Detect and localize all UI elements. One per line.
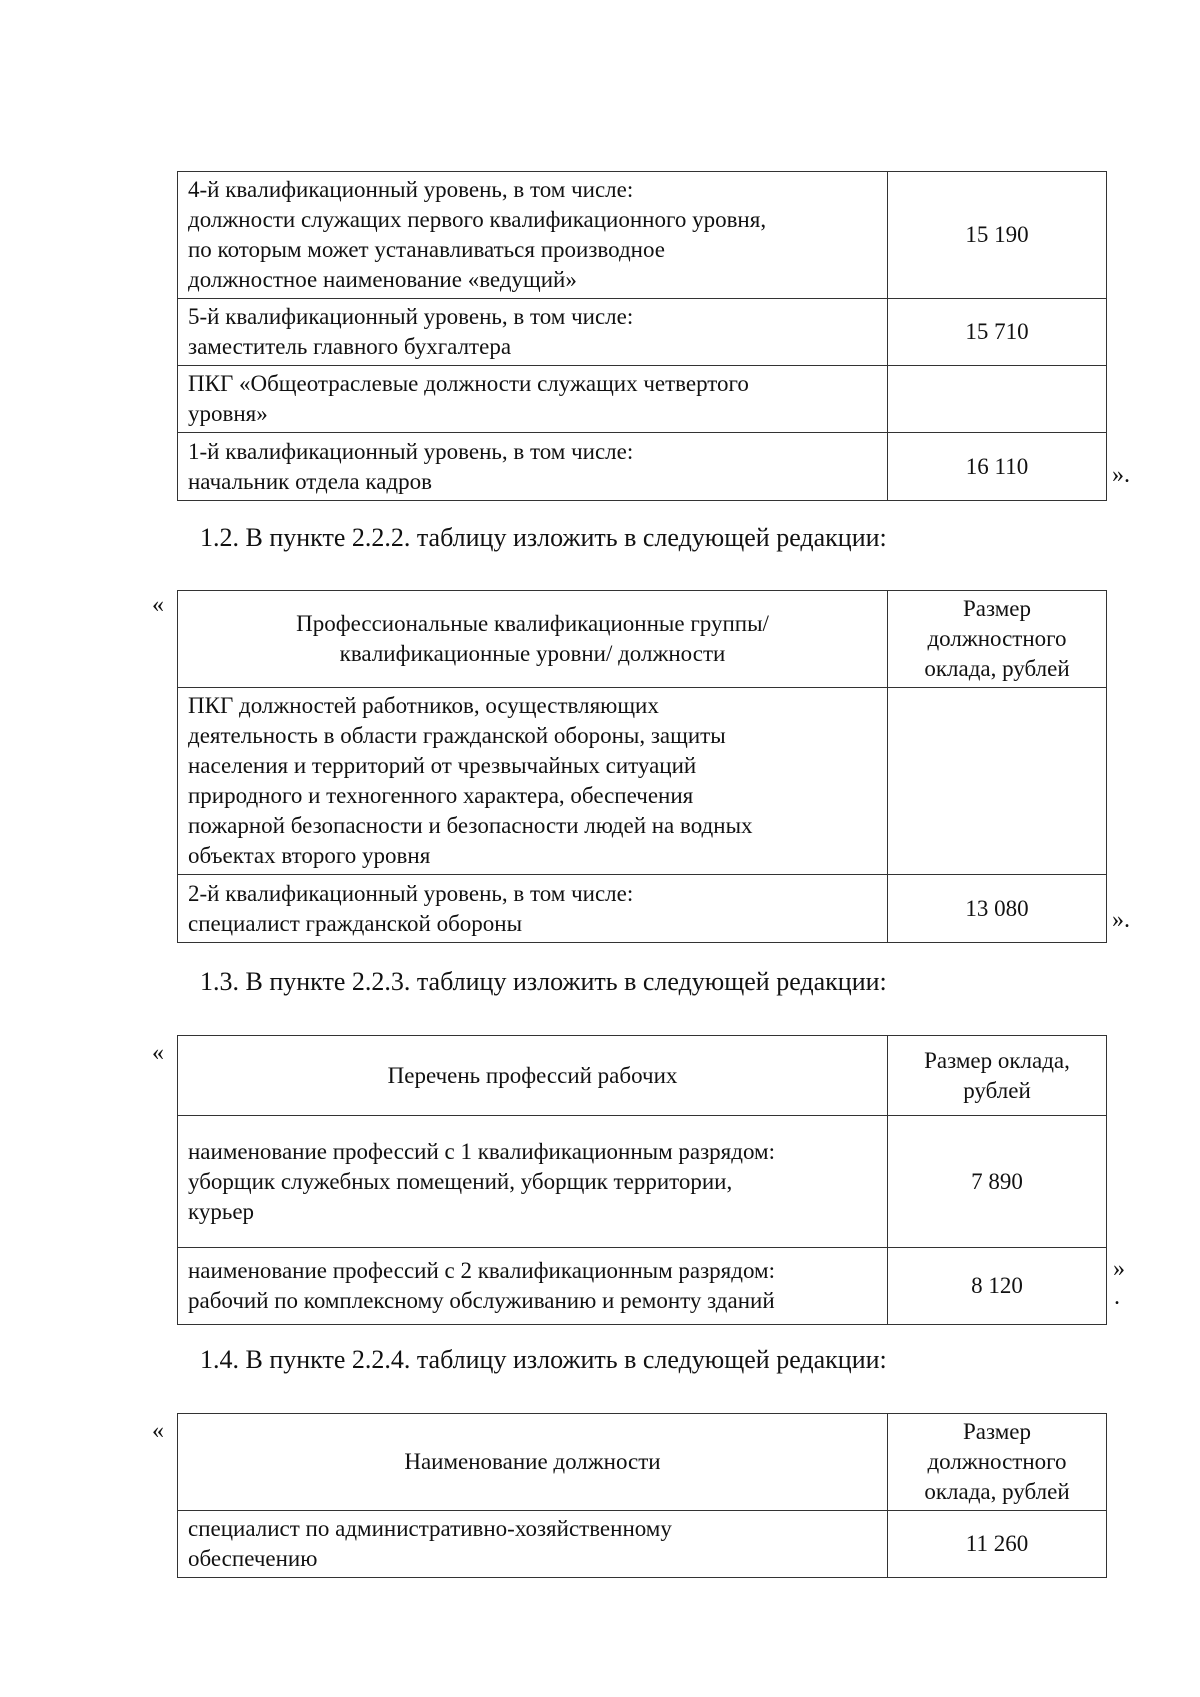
- header-professions: Перечень профессий рабочих: [178, 1036, 888, 1116]
- closing-quote: ».: [1112, 907, 1130, 933]
- salary-cell: 15 190: [888, 172, 1107, 299]
- closing-quote: »: [1113, 1256, 1125, 1282]
- header-position-name: Наименование должности: [178, 1414, 888, 1511]
- header-positions: Профессиональные квалификационные группы/ квалификационные уровни/ должности: [178, 591, 888, 688]
- closing-period: .: [1114, 1284, 1120, 1310]
- table-row: [178, 299, 1107, 366]
- table-header-row: [178, 591, 1107, 688]
- salary-table-continued: [177, 171, 1107, 501]
- position-salary-table: [177, 1413, 1107, 1578]
- salary-cell: [888, 366, 1107, 433]
- salary-cell: 15 710: [888, 299, 1107, 366]
- table-header-row: [178, 1414, 1107, 1511]
- opening-quote: «: [152, 1040, 164, 1066]
- civil-defense-salary-table: [177, 590, 1107, 943]
- salary-cell: 7 890: [888, 1116, 1107, 1248]
- table-row: [178, 688, 1107, 875]
- salary-cell: 16 110: [888, 433, 1107, 501]
- workers-salary-table: [177, 1035, 1107, 1325]
- opening-quote: «: [152, 592, 164, 618]
- closing-quote: ».: [1112, 462, 1130, 488]
- profession-cell: наименование профессий с 2 квалификационным разрядом: рабочий по комплексному обслуживанию и ремонту зданий: [178, 1248, 888, 1325]
- position-cell: 4-й квалификационный уровень, в том числе: должности служащих первого квалификационного уровня, по которым может устанавливаться производное должностное наименование «ведущий»: [178, 172, 888, 299]
- table-header-row: [178, 1036, 1107, 1116]
- table-row: [178, 433, 1107, 501]
- paragraph-1-4: 1.4. В пункте 2.2.4. таблицу изложить в следующей редакции:: [200, 1345, 887, 1374]
- position-cell: ПКГ «Общеотраслевые должности служащих четвертого уровня»: [178, 366, 888, 433]
- position-cell: 2-й квалификационный уровень, в том числе: специалист гражданской обороны: [178, 875, 888, 943]
- table-row: [178, 172, 1107, 299]
- paragraph-1-2: 1.2. В пункте 2.2.2. таблицу изложить в следующей редакции:: [200, 523, 887, 552]
- header-salary: Размер должностного оклада, рублей: [888, 1414, 1107, 1511]
- paragraph-1-3: 1.3. В пункте 2.2.3. таблицу изложить в следующей редакции:: [200, 967, 887, 996]
- position-cell: ПКГ должностей работников, осуществляющих деятельность в области гражданской обороны, защиты населения и территорий от чрезвычайных ситуаций природного и техногенного характера, обеспечения пожарной безопасности и безопасности людей на водных объектах второго уровня: [178, 688, 888, 875]
- table-row: [178, 1116, 1107, 1248]
- position-cell: специалист по административно-хозяйственному обеспечению: [178, 1511, 888, 1578]
- table-row: [178, 1248, 1107, 1325]
- table-row: [178, 875, 1107, 943]
- salary-cell: 11 260: [888, 1511, 1107, 1578]
- salary-cell: [888, 688, 1107, 875]
- table-row: [178, 1511, 1107, 1578]
- header-salary: Размер должностного оклада, рублей: [888, 591, 1107, 688]
- position-cell: 5-й квалификационный уровень, в том числе: заместитель главного бухгалтера: [178, 299, 888, 366]
- opening-quote: «: [152, 1418, 164, 1444]
- salary-cell: 13 080: [888, 875, 1107, 943]
- position-cell: 1-й квалификационный уровень, в том числе: начальник отдела кадров: [178, 433, 888, 501]
- header-salary: Размер оклада, рублей: [888, 1036, 1107, 1116]
- table-row: [178, 366, 1107, 433]
- profession-cell: наименование профессий с 1 квалификационным разрядом: уборщик служебных помещений, уборщик территории, курьер: [178, 1116, 888, 1248]
- salary-cell: 8 120: [888, 1248, 1107, 1325]
